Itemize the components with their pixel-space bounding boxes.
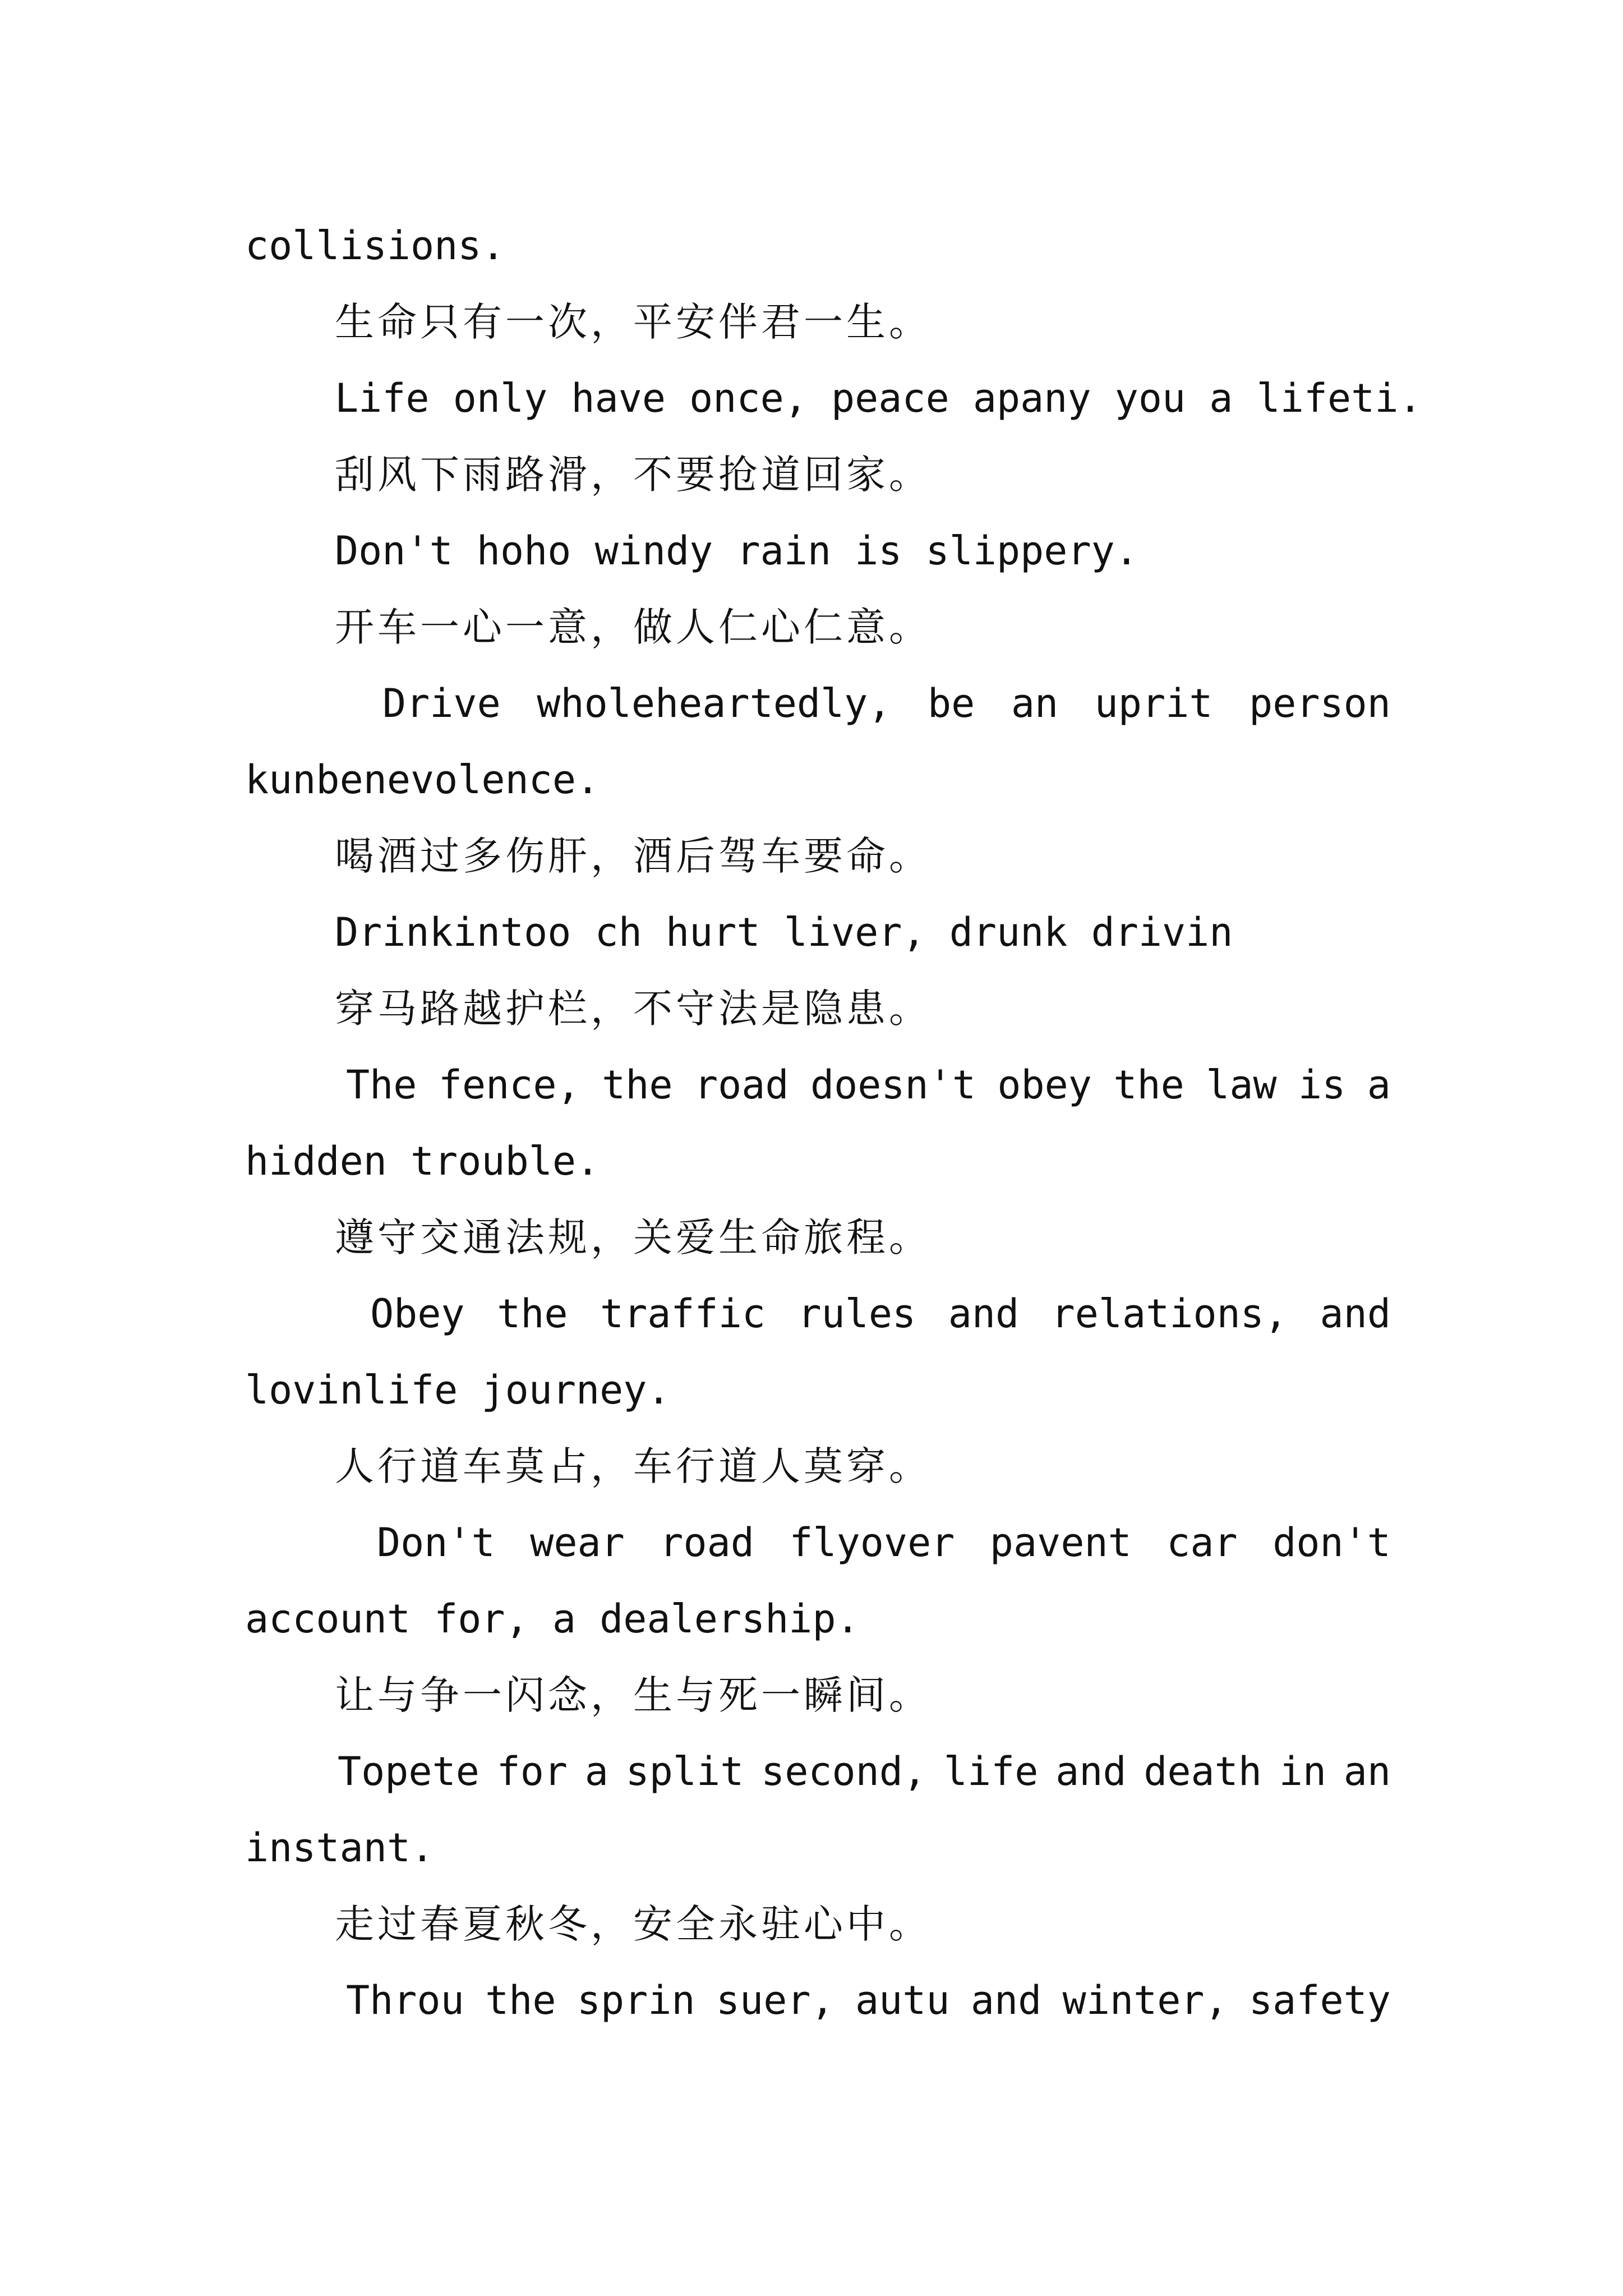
word: Don't (377, 1520, 495, 1566)
word: second, (761, 1749, 927, 1795)
word: and (1320, 1291, 1391, 1337)
text-line-13: hidden trouble. (245, 1138, 600, 1184)
word: for (496, 1749, 568, 1795)
word: Throu (346, 1977, 464, 2023)
word: don't (1272, 1520, 1391, 1566)
word: the (497, 1291, 568, 1337)
text-line-9: 喝酒过多伤肝，酒后驾车要命。 (335, 833, 932, 879)
word: fence, (438, 1062, 580, 1108)
word: road (660, 1520, 754, 1566)
word: rules (797, 1291, 916, 1337)
word: person (1249, 680, 1391, 726)
word: and (970, 1977, 1042, 2023)
word: and (948, 1291, 1020, 1337)
word: and (1055, 1749, 1127, 1795)
word: a (584, 1749, 608, 1795)
word: the (602, 1062, 673, 1108)
word: the (485, 1977, 556, 2023)
text-line-2: 生命只有一次，平安伴君一生。 (335, 299, 932, 345)
word: road (694, 1062, 789, 1108)
text-line-18 (0, 1504, 1391, 1581)
text-line-24 (0, 1962, 1391, 2039)
word: split (625, 1749, 744, 1795)
word: Topete (338, 1749, 479, 1795)
word: relations, (1051, 1291, 1288, 1337)
text-line-16: lovinlife journey. (245, 1367, 671, 1413)
word: law (1206, 1062, 1277, 1108)
word: doesn't (810, 1062, 976, 1108)
word: Obey (370, 1291, 465, 1337)
word: sprin (577, 1977, 695, 2023)
text-line-22: instant. (245, 1825, 435, 1871)
text-line-12 (0, 1047, 1391, 1123)
word: be (928, 680, 975, 726)
text-line-3: Life only have once, peace apany you a lifeti. (335, 375, 1422, 421)
word: Drive (382, 680, 501, 726)
word: car (1166, 1520, 1238, 1566)
word: traffic (600, 1291, 766, 1337)
text-line-7 (0, 665, 1391, 742)
word: The (346, 1062, 417, 1108)
text-line-11: 穿马路越护栏，不守法是隐患。 (335, 986, 932, 1032)
word: uprit (1094, 680, 1213, 726)
word: flyover (789, 1520, 955, 1566)
text-line-4: 刮风下雨路滑，不要抢道回家。 (335, 452, 932, 498)
text-line-17: 人行道车莫占，车行道人莫穿。 (335, 1443, 932, 1489)
word: life (943, 1749, 1039, 1795)
word: obey (997, 1062, 1092, 1108)
text-line-1: collisions. (245, 223, 505, 269)
word: suer, (716, 1977, 834, 2023)
word: an (1343, 1749, 1391, 1795)
text-line-5: Don't hoho windy rain is slippery. (335, 528, 1138, 574)
word: the (1113, 1062, 1184, 1108)
word: is (1298, 1062, 1346, 1108)
text-line-15 (0, 1276, 1391, 1352)
word: autu (855, 1977, 950, 2023)
text-line-10: Drinkintoo ch hurt liver, drunk drivin (335, 909, 1233, 955)
text-line-8: kunbenevolence. (245, 757, 600, 803)
word: wholeheartedly, (537, 680, 892, 726)
text-line-20: 让与争一闪念，生与死一瞬间。 (335, 1672, 932, 1718)
text-line-19: account for, a dealership. (245, 1596, 860, 1642)
word: pavent (989, 1520, 1132, 1566)
word: an (1011, 680, 1059, 726)
word: in (1279, 1749, 1326, 1795)
word: winter, (1062, 1977, 1228, 2023)
word: safety (1249, 1977, 1391, 2023)
word: a (1367, 1062, 1391, 1108)
text-line-23: 走过春夏秋冬，安全永驻心中。 (335, 1901, 932, 1947)
text-line-21 (0, 1733, 1391, 1810)
text-line-14: 遵守交通法规，关爱生命旅程。 (335, 1214, 932, 1260)
word: wear (530, 1520, 625, 1566)
text-line-6: 开车一心一意，做人仁心仁意。 (335, 604, 932, 650)
word: death (1144, 1749, 1262, 1795)
